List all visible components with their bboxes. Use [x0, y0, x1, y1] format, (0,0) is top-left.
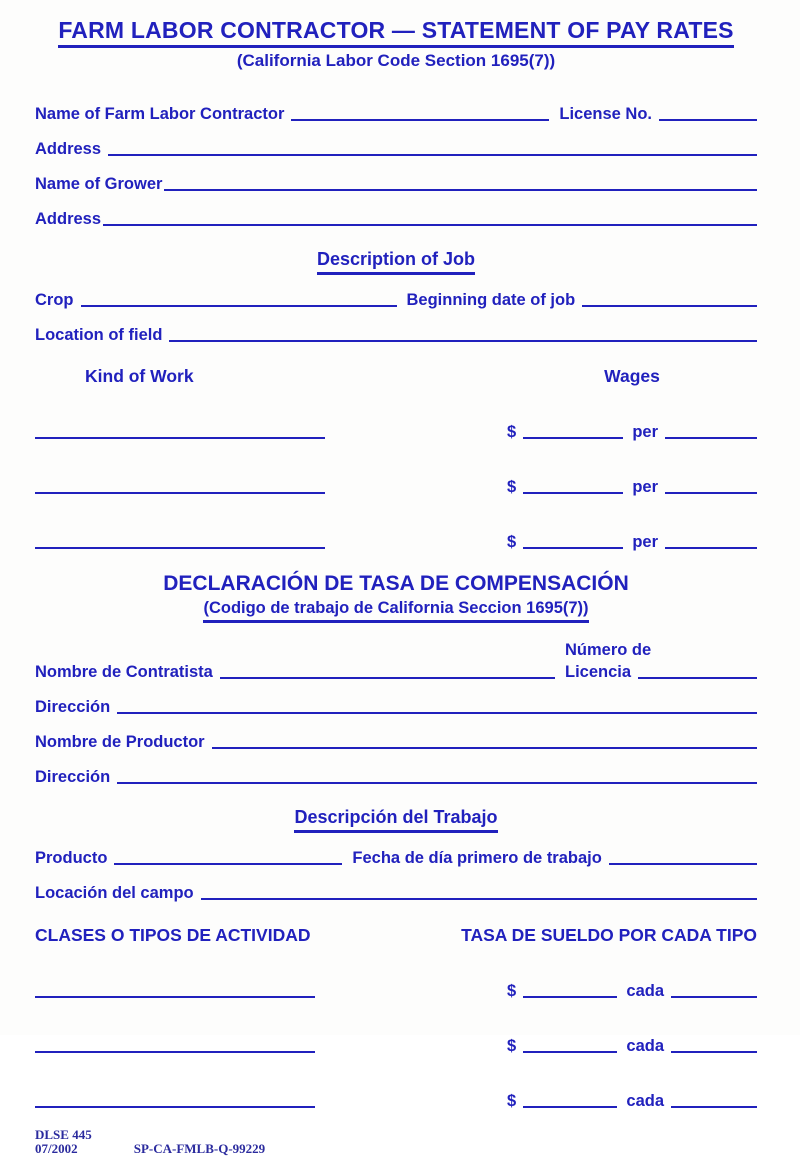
grower-address-field[interactable]: [103, 222, 757, 226]
licencia-stack: [565, 640, 757, 682]
work-row-3: [35, 533, 757, 552]
wage-amount-field-3[interactable]: [523, 545, 623, 549]
wage-unit-field-1[interactable]: [665, 435, 757, 439]
kind-of-work-heading: Kind of Work: [85, 366, 194, 386]
licencia-label: Licencia: [565, 663, 632, 681]
cada-label: cada: [626, 1092, 664, 1110]
tasa-amount-field-1[interactable]: [523, 994, 617, 998]
locacion-label: Locación del campo: [35, 884, 194, 902]
licencia-no-field[interactable]: [638, 675, 757, 679]
locacion-row: [35, 883, 757, 903]
work-kind-field-3[interactable]: [35, 545, 325, 549]
per-label: per: [632, 533, 658, 551]
beginning-date-label: Beginning date of job: [406, 291, 576, 309]
work-wages-headings: [35, 366, 757, 387]
tasa-unit-field-2[interactable]: [671, 1049, 757, 1053]
wage-amount-field-1[interactable]: [523, 435, 623, 439]
wages-heading: Wages: [604, 366, 660, 386]
form-id-block: [35, 1128, 92, 1156]
job-section-heading-text: Description of Job: [317, 248, 475, 275]
dollar-sign: $: [507, 982, 517, 1000]
actividad-row-2: [35, 1037, 757, 1056]
license-no-field[interactable]: [659, 117, 757, 121]
wage-amount-field-2[interactable]: [523, 490, 623, 494]
actividad-field-2[interactable]: [35, 1049, 315, 1053]
per-label: per: [632, 478, 658, 496]
beginning-date-field[interactable]: [582, 303, 757, 307]
field-location-field[interactable]: [169, 338, 757, 342]
locacion-campo-field[interactable]: [201, 896, 757, 900]
address-row-1: [35, 139, 757, 159]
form-footer: [35, 1128, 757, 1156]
dollar-sign: $: [507, 478, 517, 496]
dollar-sign: $: [507, 1092, 517, 1110]
crop-row: [35, 290, 757, 310]
dollar-sign: $: [507, 1037, 517, 1055]
dollar-sign: $: [507, 533, 517, 551]
direccion-row-1: [35, 697, 757, 717]
work-kind-field-2[interactable]: [35, 490, 325, 494]
form-number: DLSE 445: [35, 1127, 92, 1142]
direccion-row-2: [35, 767, 757, 787]
contratista-row: [35, 640, 757, 682]
form-title: [35, 16, 757, 48]
address-row-2: [35, 209, 757, 229]
producto-label: Producto: [35, 849, 108, 867]
direccion1-label: Dirección: [35, 698, 111, 716]
dollar-sign: $: [507, 423, 517, 441]
work-row-2: [35, 478, 757, 497]
actividad-field-1[interactable]: [35, 994, 315, 998]
tasa-amount-field-2[interactable]: [523, 1049, 617, 1053]
form-subtitle: (California Labor Code Section 1695(7)): [236, 51, 556, 70]
form-title-text: FARM LABOR CONTRACTOR — STATEMENT OF PAY RATES: [58, 16, 733, 48]
producto-field[interactable]: [114, 861, 342, 865]
numero-de-label: Número de: [565, 641, 652, 659]
productor-label: Nombre de Productor: [35, 733, 205, 751]
spanish-section-heading: [35, 571, 757, 597]
trabajo-section-heading-text: Descripción del Trabajo: [294, 806, 497, 833]
actividad-row-3: [35, 1092, 757, 1111]
tasa-heading: TASA DE SUELDO POR CADA TIPO: [461, 925, 757, 945]
form-date: 07/2002: [35, 1141, 78, 1156]
contractor-name-field[interactable]: [291, 117, 549, 121]
actividad-field-3[interactable]: [35, 1104, 315, 1108]
contratista-name-field[interactable]: [220, 675, 555, 679]
actividad-headings: [35, 925, 757, 946]
crop-label: Crop: [35, 291, 74, 309]
productor-name-field[interactable]: [212, 745, 757, 749]
tasa-unit-field-3[interactable]: [671, 1104, 757, 1108]
spanish-section-heading-text: DECLARACIÓN DE TASA DE COMPENSACIÓN: [163, 572, 629, 595]
work-row-1: [35, 423, 757, 442]
fecha-label: Fecha de día primero de trabajo: [352, 849, 602, 867]
address2-label: Address: [35, 210, 102, 228]
wage-unit-field-3[interactable]: [665, 545, 757, 549]
cada-label: cada: [626, 1037, 664, 1055]
grower-row: [35, 174, 757, 194]
direccion2-label: Dirección: [35, 768, 111, 786]
work-kind-field-1[interactable]: [35, 435, 325, 439]
spanish-section-subtitle: [35, 598, 757, 623]
crop-field[interactable]: [81, 303, 397, 307]
job-section-heading: [35, 248, 757, 275]
clases-heading: CLASES O TIPOS DE ACTIVIDAD: [35, 925, 311, 945]
per-label: per: [632, 423, 658, 441]
wage-unit-field-2[interactable]: [665, 490, 757, 494]
license-label: License No.: [559, 105, 652, 123]
producto-row: [35, 848, 757, 868]
tasa-unit-field-1[interactable]: [671, 994, 757, 998]
actividad-row-1: [35, 982, 757, 1001]
address1-label: Address: [35, 140, 102, 158]
contratista-label: Nombre de Contratista: [35, 663, 213, 681]
contractor-label: Name of Farm Labor Contractor: [35, 105, 285, 123]
form-code: SP-CA-FMLB-Q-99229: [133, 1141, 266, 1156]
direccion-field-1[interactable]: [117, 710, 757, 714]
grower-label: Name of Grower: [35, 175, 163, 193]
tasa-amount-field-3[interactable]: [523, 1104, 617, 1108]
spanish-section-subtitle-text: (Codigo de trabajo de California Seccion 1695(7)): [203, 598, 588, 623]
direccion-field-2[interactable]: [117, 780, 757, 784]
licencia-row: [565, 662, 757, 682]
cada-label: cada: [626, 982, 664, 1000]
contractor-row: [35, 104, 757, 124]
grower-name-field[interactable]: [164, 187, 757, 191]
trabajo-section-heading: [35, 806, 757, 833]
fecha-field[interactable]: [609, 861, 757, 865]
field-location-label: Location of field: [35, 326, 163, 344]
contractor-address-field[interactable]: [108, 152, 757, 156]
field-location-row: [35, 325, 757, 345]
productor-row: [35, 732, 757, 752]
